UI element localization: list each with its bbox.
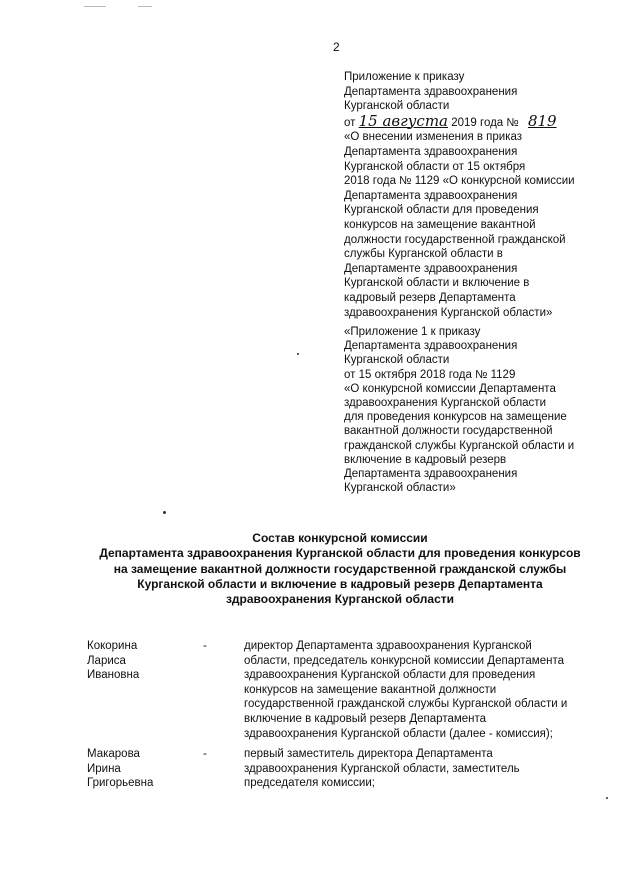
scan-speck (606, 797, 608, 799)
member-role (244, 747, 604, 791)
header-subject-line: «О внесении изменения в приказ (344, 131, 523, 144)
header-subject-line: службы Курганской области в (344, 248, 503, 261)
member-dash: - (203, 748, 207, 760)
member-surname: Макарова (87, 748, 140, 760)
member-role (244, 639, 604, 741)
appendix-line: «Приложение 1 к приказу (344, 326, 481, 338)
order-header (344, 70, 599, 320)
role-line: здравоохранения Курганской области (далее - комиссия); (244, 727, 553, 740)
page-number: 2 (333, 40, 340, 54)
date-suffix: 2019 года № (451, 116, 519, 129)
role-line: директор Департамента здравоохранения Курганской (244, 640, 532, 652)
header-subject-line: Департамента здравоохранения (344, 145, 518, 158)
header-line: Курганской области (344, 100, 450, 113)
order-date-line (344, 111, 599, 131)
appendix-line: для проведения конкурсов на замещение (344, 411, 567, 424)
role-line: конкурсов на замещение вакантной должности (244, 683, 497, 696)
role-line: здравоохранения Курганской области для проведения (244, 669, 536, 682)
appendix-line: включение в кадровый резерв (344, 453, 507, 466)
member-patronymic: Григорьевна (87, 777, 154, 790)
appendix-line: Департамента здравоохранения (344, 340, 518, 353)
scan-speck (297, 353, 299, 355)
member-patronymic: Ивановна (87, 669, 140, 682)
header-subject-line: должности государственной гражданской (344, 233, 566, 246)
appendix-line: от 15 октября 2018 года № 1129 (344, 368, 516, 381)
role-line: включение в кадровый резерв Департамента (244, 712, 487, 725)
title-line: Состав конкурсной комиссии (252, 531, 428, 545)
appendix-header (344, 325, 614, 495)
header-subject-line: кадровый резерв Департамента (344, 291, 516, 304)
scan-artifact (138, 6, 152, 7)
role-line: государственной гражданской службы Курганской области и (244, 698, 568, 711)
header-subject-line: здравоохранения Курганской области» (344, 306, 553, 319)
header-subject-line: Курганской области от 15 октября (344, 160, 526, 173)
date-prefix: от (344, 116, 356, 129)
appendix-line: Курганской области (344, 354, 450, 367)
header-subject-line: Департаменте здравоохранения (344, 262, 518, 275)
scan-artifact (84, 6, 106, 7)
appendix-line: вакантной должности государственной (344, 425, 553, 438)
header-subject-line: конкурсов на замещение вакантной (344, 218, 536, 231)
title-line: на замещение вакантной должности государственной гражданской службы (113, 561, 567, 576)
title-line: Курганской области и включение в кадровый резерв Департамента (137, 576, 543, 591)
member-surname: Кокорина (87, 640, 138, 652)
scan-speck (163, 511, 166, 514)
appendix-line: здравоохранения Курганской области (344, 397, 546, 410)
header-subject-line: 2018 года № 1129 «О конкурсной комиссии (344, 175, 575, 188)
member-name (87, 639, 187, 683)
appendix-line: «О конкурсной комиссии Департамента (344, 382, 556, 395)
role-line: председателя комиссии; (244, 777, 375, 790)
header-subject-line: Курганской области и включение в (344, 277, 530, 290)
handwritten-order-number: 819 (527, 111, 557, 130)
header-line: Департамента здравоохранения (344, 85, 518, 98)
header-line: Приложение к приказу (344, 71, 465, 83)
member-name (87, 747, 187, 791)
header-subject-line: Департамента здравоохранения (344, 189, 518, 202)
commission-member (87, 639, 607, 749)
title-line: здравоохранения Курганской области (225, 592, 455, 607)
role-line: здравоохранения Курганской области, заместитель (244, 762, 520, 775)
title-line: Департамента здравоохранения Курганской области для проведения конкурсов (99, 546, 581, 561)
header-subject-line: Курганской области для проведения (344, 204, 539, 217)
handwritten-date: 15 августа (358, 111, 449, 130)
role-line: области, председатель конкурсной комиссии Департамента (244, 654, 564, 667)
appendix-line: гражданской службы Курганской области и (344, 439, 575, 452)
commission-member (87, 747, 607, 797)
commission-title (60, 531, 620, 607)
appendix-line: Департамента здравоохранения (344, 468, 518, 481)
member-dash: - (203, 640, 207, 652)
member-first-name: Лариса (87, 654, 126, 667)
member-first-name: Ирина (87, 762, 121, 775)
role-line: первый заместитель директора Департамента (244, 748, 493, 760)
appendix-line: Курганской области» (344, 482, 456, 495)
